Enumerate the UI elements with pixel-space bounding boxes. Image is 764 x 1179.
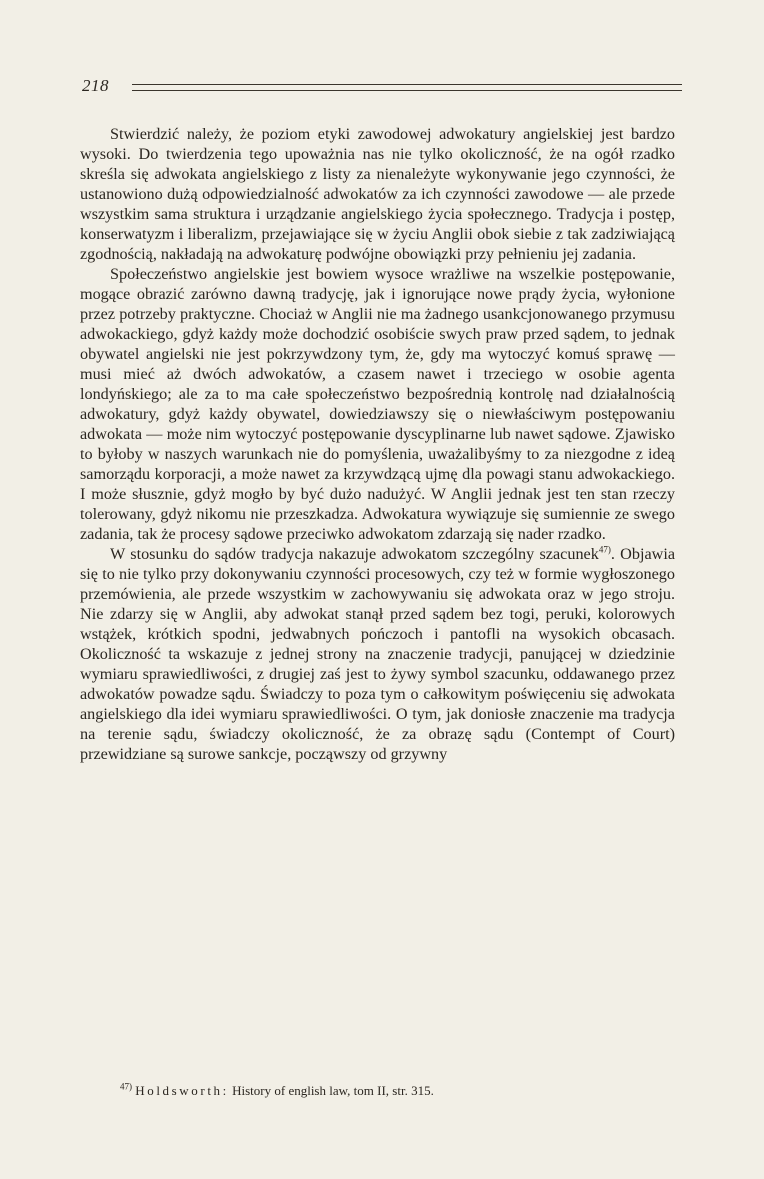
footnote [80,1083,675,1099]
paragraph-text: . Objawia się to nie tylko przy dokonywaniu czynności procesowych, czy też w formie wygłoszonego przemówienia, ale przede wszystkim w zachowywaniu się adwokata oraz w jego stroju. Nie zdarzy się w Anglii, aby adwokat stanął przed sądem bez togi, peruki, kolorowych wstążek, krótkich spodni, jedwabnych pończoch i pantofli na wysokich obcasach. Okoliczność ta wskazuje z jednej strony na znaczenie tradycji, panującej w dziedzinie wymiaru sprawiedliwości, z drugiej zaś jest to żywy symbol szacunku, oddawanego przez adwokatów powadze sądu. Świadczy to poza tym o całkowitym poświęceniu się adwokata angielskiego dla idei wymiaru sprawiedliwości. O tym, jak doniosłe znaczenie ma tradycja na terenie sądu, świadczy okoliczność, że za obrazę sądu (Contempt of Court) przewidziane są surowe sankcje, począwszy od grzywny [80,545,676,763]
footnote-mark: 47) [120,1081,132,1092]
paragraph-text: W stosunku do sądów tradycja nakazuje adwokatom szczególny szacunek [110,545,599,563]
footnote-text: History of english law, tom II, str. 315. [232,1083,434,1098]
header-rule [132,90,682,91]
header-rule [132,84,682,85]
paragraph [80,544,675,764]
footnote-author: Holdsworth: [135,1083,229,1098]
paragraph: Stwierdzić należy, że poziom etyki zawodowej adwokatury angielskiej jest bardzo wysoki. Do twierdzenia tego upoważnia nas nie tylko okoliczność, że na ogół rzadko skreśla się adwokata angielskiego z listy za nienależyte wykonywanie jego czynności, że ustanowiono dużą odpowiedzialność adwokatów za ich czynności zawodowe — ale przede wszystkim sama struktura i urządzanie angielskiego życia społecznego. Tradycja i postęp, konserwatyzm i liberalizm, przejawiające się w życiu Anglii obok siebie z tak zadziwiającą zgodnością, nakładają na adwokaturę podwójne obowiązki przy pełnieniu jej zadania. [80,125,675,263]
page-number: 218 [82,76,109,95]
footnote-reference: 47) [598,544,611,555]
page-header [82,76,682,100]
body-text [80,124,675,764]
paragraph: Społeczeństwo angielskie jest bowiem wysoce wrażliwe na wszelkie postępowanie, mogące obrazić zarówno dawną tradycję, jak i ignorujące nowe prądy życia, wyłonione przez potrzeby praktyczne. Chociaż w Anglii nie ma żadnego usankcjonowanego przymusu adwokackiego, gdyż każdy może dochodzić osobiście swych praw przed sądem, to jednak obywatel angielski nie jest pokrzywdzony tym, że, gdy ma wytoczyć komuś sprawę — musi mieć aż dwóch adwokatów, a czasem nawet i trzeciego w osobie agenta londyńskiego; ale za to ma całe społeczeństwo bezpośrednią kontrolę nad działalnością adwokatury, gdyż każdy obywatel, dowiedziawszy się o niewłaściwym postępowaniu adwokata — może nim wytoczyć postępowanie dyscyplinarne lub nawet sądowe. Zjawisko to byłoby w naszych warunkach nie do pomyślenia, uważalibyśmy to za niezgodne z ideą samorządu korporacji, a może nawet za krzywdzącą ujmę dla powagi stanu adwokackiego. I może słusznie, gdyż mogło by być dużo nadużyć. W Anglii jednak jest ten stan rzeczy tolerowany, gdyż nikomu nie przeszkadza. Adwokatura wywiązuje się sumiennie ze swego zadania, tak że procesy sądowe przeciwko adwokatom zdarzają się nader rzadko. [80,265,675,543]
